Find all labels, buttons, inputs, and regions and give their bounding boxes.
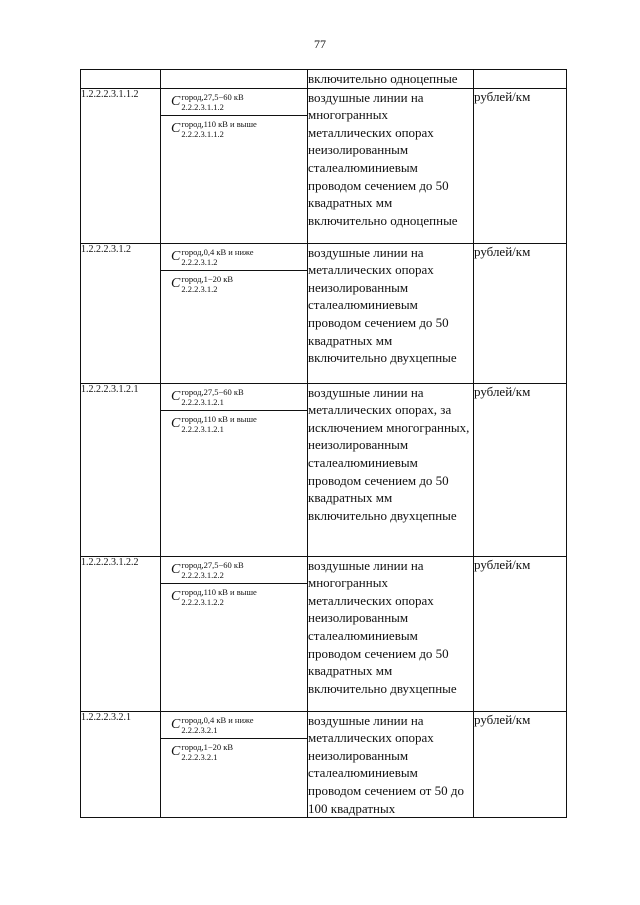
symbol-letter: C xyxy=(171,561,181,577)
symbol-cell xyxy=(161,556,308,711)
rate-symbol xyxy=(161,89,307,115)
rate-symbol xyxy=(161,244,307,270)
unit-cell: рублей/км xyxy=(474,711,567,818)
symbol-superscript: город,0,4 кВ и ниже xyxy=(181,714,254,725)
symbol-superscript: город,110 кВ и выше xyxy=(181,413,257,424)
symbol-subscript: 2.2.2.3.1.2 xyxy=(181,283,218,294)
symbol-cell xyxy=(161,243,308,383)
rate-symbol xyxy=(161,712,307,738)
symbol-letter: C xyxy=(171,93,181,109)
symbol-letter: C xyxy=(171,248,181,264)
table-row xyxy=(81,88,567,243)
unit-cell: рублей/км xyxy=(474,243,567,383)
table-row xyxy=(81,556,567,711)
symbol-subscript: 2.2.2.3.1.2.1 xyxy=(181,396,224,407)
rate-symbol xyxy=(161,557,307,583)
rate-symbol xyxy=(161,270,307,296)
symbol-letter: C xyxy=(171,716,181,732)
symbol-superscript: город,1−20 кВ xyxy=(181,741,234,752)
rate-symbol xyxy=(161,384,307,410)
symbol-cell xyxy=(161,383,308,556)
tariff-table xyxy=(80,69,567,818)
description-cell: воздушные линии на металлических опорах неизолированным сталеалюминиевым проводом сечением от 50 до 100 квадратных xyxy=(308,711,474,818)
symbol-subscript: 2.2.2.3.1.2 xyxy=(181,256,218,267)
unit-cell xyxy=(474,70,567,89)
description-cell: воздушные линии на многогранных металлических опорах неизолированным сталеалюминиевым проводом сечением до 50 квадратных мм включительно одноцепные xyxy=(308,88,474,243)
rate-symbol xyxy=(161,115,307,141)
description-cell: включительно одноцепные xyxy=(308,70,474,89)
symbol-cell xyxy=(161,70,308,89)
symbol-superscript: город,110 кВ и выше xyxy=(181,586,257,597)
code-cell: 1.2.2.2.3.1.2 xyxy=(81,243,161,383)
description-cell: воздушные линии на металлических опорах, за исключением многогранных, неизолированным сталеалюминиевым проводом сечением до 50 квадратных мм включительно двухцепные xyxy=(308,383,474,556)
symbol-superscript: город,27,5−60 кВ xyxy=(181,386,244,397)
description-cell: воздушные линии на металлических опорах неизолированным сталеалюминиевым проводом сечением до 50 квадратных мм включительно двухцепные xyxy=(308,243,474,383)
page-number: 77 xyxy=(314,37,326,51)
symbol-letter: C xyxy=(171,120,181,136)
code-cell: 1.2.2.2.3.1.1.2 xyxy=(81,88,161,243)
symbol-letter: C xyxy=(171,388,181,404)
code-cell xyxy=(81,70,161,89)
symbol-cell xyxy=(161,711,308,818)
symbol-subscript: 2.2.2.3.2.1 xyxy=(181,751,218,762)
symbol-superscript: город,110 кВ и выше xyxy=(181,118,257,129)
symbol-letter: C xyxy=(171,275,181,291)
symbol-superscript: город,0,4 кВ и ниже xyxy=(181,246,254,257)
unit-cell: рублей/км xyxy=(474,88,567,243)
table-row xyxy=(81,70,567,89)
symbol-subscript: 2.2.2.3.1.2.2 xyxy=(181,569,224,580)
symbol-superscript: город,27,5−60 кВ xyxy=(181,559,244,570)
symbol-letter: C xyxy=(171,415,181,431)
unit-cell: рублей/км xyxy=(474,383,567,556)
unit-cell: рублей/км xyxy=(474,556,567,711)
code-cell: 1.2.2.2.3.1.2.2 xyxy=(81,556,161,711)
symbol-superscript: город,27,5−60 кВ xyxy=(181,91,244,102)
description-cell: воздушные линии на многогранных металлических опорах неизолированным сталеалюминиевым проводом сечением до 50 квадратных мм включительно двухцепные xyxy=(308,556,474,711)
symbol-subscript: 2.2.2.3.1.1.2 xyxy=(181,101,224,112)
symbol-subscript: 2.2.2.3.1.1.2 xyxy=(181,128,224,139)
symbol-subscript: 2.2.2.3.1.2.1 xyxy=(181,423,224,434)
table-row xyxy=(81,711,567,818)
symbol-superscript: город,1−20 кВ xyxy=(181,273,234,284)
symbol-subscript: 2.2.2.3.1.2.2 xyxy=(181,596,224,607)
table-row xyxy=(81,243,567,383)
symbol-subscript: 2.2.2.3.2.1 xyxy=(181,724,218,735)
rate-symbol xyxy=(161,583,307,609)
rate-symbol xyxy=(161,738,307,764)
symbol-cell xyxy=(161,88,308,243)
table-row xyxy=(81,383,567,556)
code-cell: 1.2.2.2.3.1.2.1 xyxy=(81,383,161,556)
code-cell: 1.2.2.2.3.2.1 xyxy=(81,711,161,818)
symbol-letter: C xyxy=(171,743,181,759)
rate-symbol xyxy=(161,410,307,436)
symbol-letter: C xyxy=(171,588,181,604)
